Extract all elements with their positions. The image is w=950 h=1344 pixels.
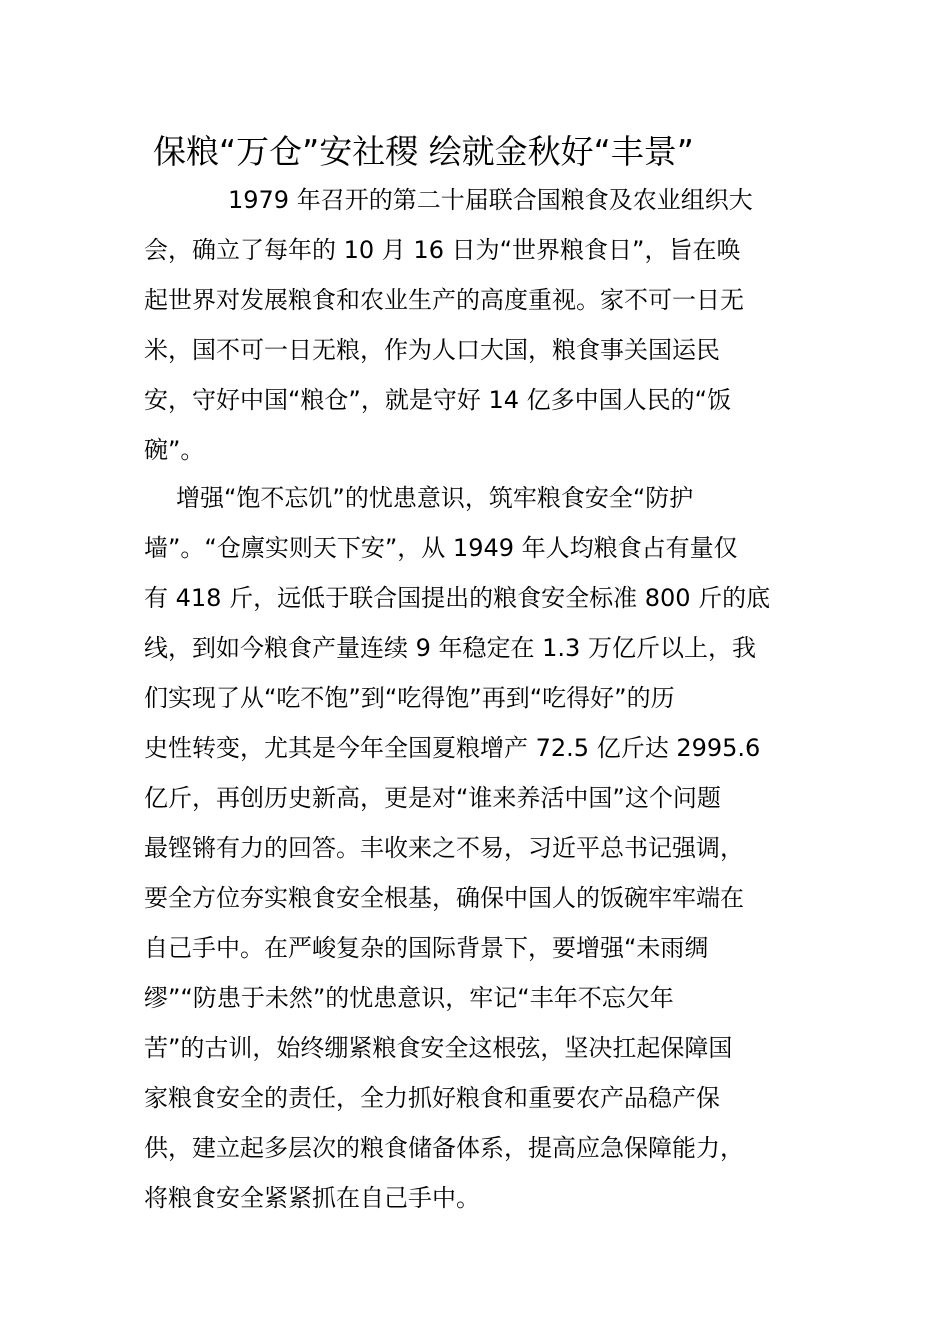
text-line: 要全方位夯实粮食安全根基，确保中国人的饭碗牢牢端在 (144, 884, 744, 912)
text-line: 亿斤，再创历史新高，更是对“谁来养活中国”这个问题 (144, 784, 721, 812)
text-line: 有 418 斤，远低于联合国提出的粮食安全标准 800 斤的底 (144, 584, 771, 612)
text-line: 将粮食安全紧紧抓在自己手中。 (144, 1184, 480, 1212)
text-line: 们实现了从“吃不饱”到“吃得饱”再到“吃得好”的历 (144, 684, 675, 712)
text-line: 会，确立了每年的 10 月 16 日为“世界粮食日”，旨在唤 (144, 236, 741, 264)
text-line: 米，国不可一日无粮，作为人口大国，粮食事关国运民 (144, 336, 720, 364)
text-line: 碗”。 (144, 436, 205, 464)
text-line: 安，守好中国“粮仓”，就是守好 14 亿多中国人民的“饭 (144, 386, 732, 414)
text-line: 供，建立起多层次的粮食储备体系，提高应急保障能力， (144, 1134, 744, 1162)
text-line: 缪”“防患于未然”的忧患意识，牢记“丰年不忘欠年 (144, 984, 674, 1012)
text-line: 家粮食安全的责任，全力抓好粮食和重要农产品稳产保 (144, 1084, 720, 1112)
text-line: 线，到如今粮食产量连续 9 年稳定在 1.3 万亿斤以上，我 (144, 634, 756, 662)
text-line: 史性转变，尤其是今年全国夏粮增产 72.5 亿斤达 2995.6 (144, 734, 761, 762)
text-line: 1979 年召开的第二十届联合国粮食及农业组织大 (228, 186, 753, 214)
text-line: 最铿锵有力的回答。丰收来之不易，习近平总书记强调， (144, 834, 744, 862)
text-line: 增强“饱不忘饥”的忧患意识，筑牢粮食安全“防护 (176, 484, 694, 512)
text-line: 墙”。“仓廪实则天下安”，从 1949 年人均粮食占有量仅 (144, 534, 738, 562)
paragraph-1 (144, 175, 812, 475)
text-line: 起世界对发展粮食和农业生产的高度重视。家不可一日无 (144, 286, 744, 314)
text-line: 自己手中。在严峻复杂的国际背景下，要增强“未雨绸 (144, 934, 709, 962)
paragraph-2 (144, 473, 812, 1223)
article-title: 保粮“万仓”安社稷 绘就金秋好“丰景” (153, 132, 694, 171)
text-line: 苦”的古训，始终绷紧粮食安全这根弦，坚决扛起保障国 (144, 1034, 733, 1062)
